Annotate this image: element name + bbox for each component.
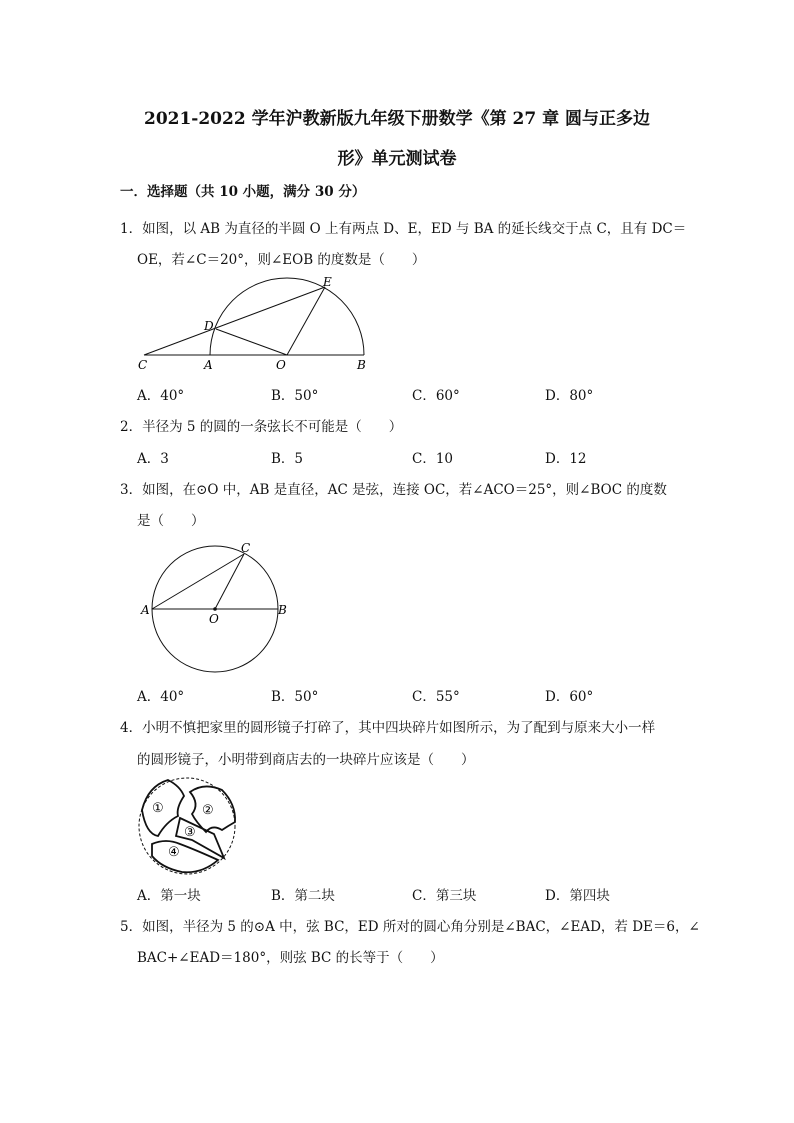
q4-label-2: ② [202, 803, 214, 818]
q3-label-b: B [278, 603, 287, 617]
q1-line-1: 1．如图，以 AB 为直径的半圆 O 上有两点 D、E，ED 与 BA 的延长线交于点 C，且有 DC＝ [120, 221, 687, 237]
q4-label-1: ① [152, 801, 164, 816]
q4-option-c: C．第三块 [412, 888, 477, 904]
q2-option-d: D．12 [545, 451, 587, 467]
q4-option-d: D．第四块 [545, 888, 610, 904]
q3-circle-figure [138, 540, 298, 674]
q3-label-o: O [209, 612, 219, 626]
q4-broken-mirror-figure [132, 774, 244, 878]
q2-option-c: C．10 [412, 451, 454, 467]
q3-label-a: A [141, 603, 150, 617]
q1-option-b: B．50° [271, 388, 319, 404]
page-title-line-1: 2021-2022 学年沪教新版九年级下册数学《第 27 章 圆与正多边 [143, 109, 650, 129]
section-heading: 一．选择题（共 10 小题，满分 30 分） [120, 184, 366, 200]
q3-option-a: A．40° [137, 689, 185, 705]
q1-label-a: A [204, 358, 213, 372]
q5-line-1: 5．如图，半径为 5 的⊙A 中，弦 BC，ED 所对的圆心角分别是∠BAC，∠EAD，若 DE＝6，∠ [120, 919, 700, 935]
q4-line-1: 4．小明不慎把家里的圆形镜子打碎了，其中四块碎片如图所示，为了配到与原来大小一样 [120, 720, 656, 736]
q3-option-c: C．55° [412, 689, 460, 705]
q1-label-d: D [204, 319, 214, 333]
q1-option-c: C．60° [412, 388, 460, 404]
page-title-line-2: 形》单元测试卷 [337, 149, 457, 169]
q1-option-d: D．80° [545, 388, 594, 404]
q1-line-2: OE，若∠C＝20°，则∠EOB 的度数是（ ） [137, 252, 426, 268]
q4-option-b: B．第二块 [271, 888, 335, 904]
q3-option-b: B．50° [271, 689, 319, 705]
q1-label-o: O [276, 358, 286, 372]
q2-option-b: B．5 [271, 451, 304, 467]
q4-line-2: 的圆形镜子，小明带到商店去的一块碎片应该是（ ） [137, 752, 475, 768]
q1-label-c: C [138, 358, 148, 372]
q3-option-d: D．60° [545, 689, 594, 705]
q4-label-3: ③ [184, 825, 196, 840]
q2-line-1: 2．半径为 5 的圆的一条弦长不可能是（ ） [120, 419, 403, 435]
q3-line-1: 3．如图，在⊙O 中，AB 是直径，AC 是弦，连接 OC，若∠ACO＝25°，则∠BOC 的度数 [120, 482, 667, 498]
q2-option-a: A．3 [137, 451, 169, 467]
q3-label-c: C [241, 541, 251, 555]
q5-line-2: BAC+∠EAD＝180°，则弦 BC 的长等于（ ） [137, 950, 444, 966]
q3-line-2: 是（ ） [137, 513, 205, 529]
q1-semicircle-figure [132, 272, 372, 376]
q4-label-4: ④ [168, 845, 180, 860]
q4-option-a: A．第一块 [137, 888, 201, 904]
q1-option-a: A．40° [137, 388, 185, 404]
q1-label-b: B [357, 358, 366, 372]
q1-label-e: E [323, 275, 332, 289]
